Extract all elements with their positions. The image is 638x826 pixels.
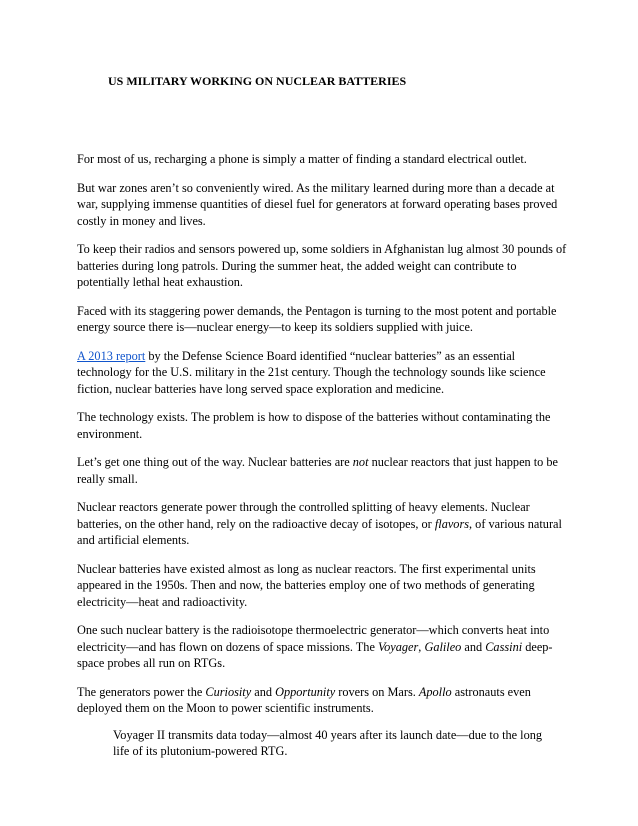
paragraph-9-text: Nuclear batteries have existed almost as long as nuclear reactors. The first experimental units appeared in the 1950s. Then and now, the batteries employ one of two methods of generating electricity—heat and radioactivity. [77,561,536,609]
paragraph-3 [77,241,567,291]
paragraph-10-sep-2: and [461,639,486,654]
paragraph-8-text-a: Nuclear reactors generate power through the controlled splitting of heavy elements. Nuclear batteries, on the other hand, rely on the radioactive decay of isotopes, or [77,500,530,531]
block-quote [113,727,543,760]
paragraph-3-text: To keep their radios and sensors powered up, some soldiers in Afghanistan lug almost 30 pounds of batteries during long patrols. During the summer heat, the added weight can contribute to potentially lethal heat exhaustion. [77,242,567,289]
galileo-emphasis: Galileo [424,639,462,654]
paragraph-8-emphasis: flavors [434,516,470,531]
report-link[interactable]: A 2013 report [77,348,146,363]
paragraph-11-sep: and [251,684,276,699]
paragraph-7 [77,454,567,487]
paragraph-4 [77,303,567,336]
paragraph-7-emphasis: not [352,455,369,469]
paragraph-8-text-b: , of various natural and artificial elements. [77,516,562,547]
block-quote-text: Voyager II transmits data today—almost 40 years after its launch date—due to the long life of its plutonium-powered RTG. [113,727,543,758]
paragraph-5 [77,348,567,398]
paragraph-6 [77,409,567,442]
paragraph-10-text-b: deep-space probes all run on RTGs. [77,639,553,670]
document-title: US MILITARY WORKING ON NUCLEAR BATTERIES [108,74,407,88]
opportunity-emphasis: Opportunity [275,684,336,699]
paragraph-9 [77,561,567,611]
paragraph-11-text-c: astronauts even deployed them on the Moon to power scientific instruments. [77,684,531,715]
apollo-emphasis: Apollo [418,684,452,699]
paragraph-1 [77,151,567,168]
paragraph-8 [77,499,567,549]
paragraph-2 [77,180,567,230]
paragraph-1-text: For most of us, recharging a phone is simply a matter of finding a standard electrical outlet. [77,152,527,166]
cassini-emphasis: Cassini [485,639,523,654]
paragraph-6-text: The technology exists. The problem is how to dispose of the batteries without contaminating the environment. [77,410,551,441]
paragraph-11 [77,684,567,717]
paragraph-7-text-b: nuclear reactors that just happen to be really small. [77,455,559,486]
paragraph-11-text-a: The generators power the [77,684,206,699]
voyager-emphasis: Voyager [377,639,419,654]
document-body [77,151,567,760]
paragraph-11-text-b: rovers on Mars. [335,684,419,699]
paragraph-10-text-a: One such nuclear battery is the radioisotope thermoelectric generator—which converts heat into electricity—and has flown on dozens of space missions. The [77,623,550,654]
paragraph-4-text: Faced with its staggering power demands, the Pentagon is turning to the most potent and portable energy source there is—nuclear energy—to keep its soldiers supplied with juice. [77,303,557,334]
curiosity-emphasis: Curiosity [205,684,252,699]
paragraph-7-text-a: Let’s get one thing out of the way. Nuclear batteries are [77,455,353,469]
paragraph-2-text: But war zones aren’t so conveniently wired. As the military learned during more than a decade at war, supplying immense quantities of diesel fuel for generators at forward operating bases proved costly in money and lives. [77,180,558,228]
paragraph-10 [77,622,567,672]
paragraph-5-text: by the Defense Science Board identified “nuclear batteries” as an essential technology for the U.S. military in the 21st century. Though the technology sounds like science fiction, nuclear batteries have long served space exploration and medicine. [77,348,546,396]
paragraph-10-sep-1: , [418,639,425,654]
